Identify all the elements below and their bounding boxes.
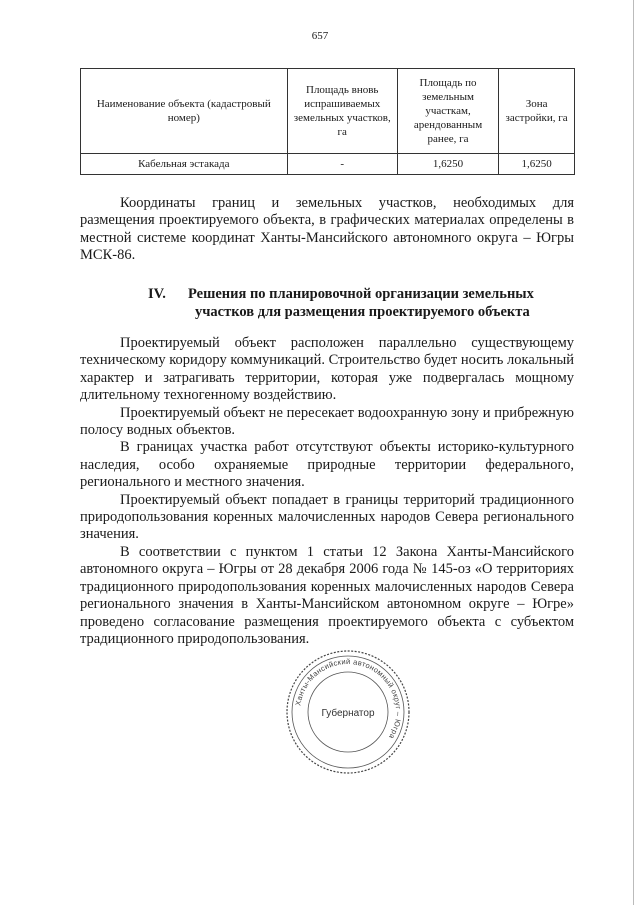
- seal-center-text: Губернатор: [321, 708, 375, 719]
- header-leased-area: Площадь по земельным участкам, арендованным ранее, га: [397, 69, 498, 154]
- page-edge-line: [633, 0, 634, 905]
- seal-ring-text: Ханты-Мансийский автономный округ – Югра: [293, 656, 404, 741]
- paragraph-law-reference: В соответствии с пунктом 1 статьи 12 Закона Ханты-Мансийского автономного округа – Югры от 28 декабря 2006 года № 145-оз «О территориях традиционного природопользования коренных малочисленных народов Севера регионального значения в Ханты-Мансийском автономном округе – Югре» проведено согласование размещения проектируемого объекта с субъектом традиционного природопользования.: [80, 543, 574, 647]
- table-row: [81, 154, 575, 175]
- paragraph-water-zone: Проектируемый объект не пересекает водоохранную зону и прибрежную полосу водных объектов.: [80, 404, 574, 439]
- paragraph-heritage: В границах участка работ отсутствуют объекты историко-культурного наследия, особо охраняемые природные территории федерального, регионального и местного значения.: [80, 439, 574, 491]
- body-text: [80, 335, 574, 648]
- section-title-line2: участков для размещения проектируемого объекта: [195, 304, 530, 320]
- header-build-zone: Зона застройки, га: [499, 69, 575, 154]
- land-plots-table: [80, 68, 575, 175]
- table-header-row: [81, 69, 575, 154]
- section-title-line1: Решения по планировочной организации земельных: [188, 286, 534, 302]
- section-heading: [148, 285, 568, 321]
- cell-object-name: Кабельная эстакада: [81, 154, 288, 175]
- cell-build-zone: 1,6250: [499, 154, 575, 175]
- coordinates-section: [80, 195, 574, 265]
- cell-leased-area: 1,6250: [397, 154, 498, 175]
- cell-new-area: -: [287, 154, 397, 175]
- page-number: 657: [311, 30, 329, 42]
- governor-seal-icon: [283, 647, 413, 777]
- header-new-area: Площадь вновь испрашиваемых земельных участков, га: [287, 69, 397, 154]
- section-number: IV.: [148, 286, 166, 302]
- header-object-name: Наименование объекта (кадастровый номер): [81, 69, 288, 154]
- paragraph-traditional-territory: Проектируемый объект попадает в границы территорий традиционного природопользования коренных малочисленных народов Севера регионального значения.: [80, 491, 574, 543]
- coordinates-paragraph: Координаты границ и земельных участков, необходимых для размещения проектируемого объекта, в графических материалах определены в местной системе координат Ханты-Мансийского автономного округа – Югры МСК-86.: [80, 195, 574, 264]
- paragraph-location: Проектируемый объект расположен параллельно существующему техническому коридору коммуникаций. Строительство будет носить локальный характер и затрагивать территории, которая уже подвергалась мощному длительному техногенному воздействию.: [80, 335, 574, 404]
